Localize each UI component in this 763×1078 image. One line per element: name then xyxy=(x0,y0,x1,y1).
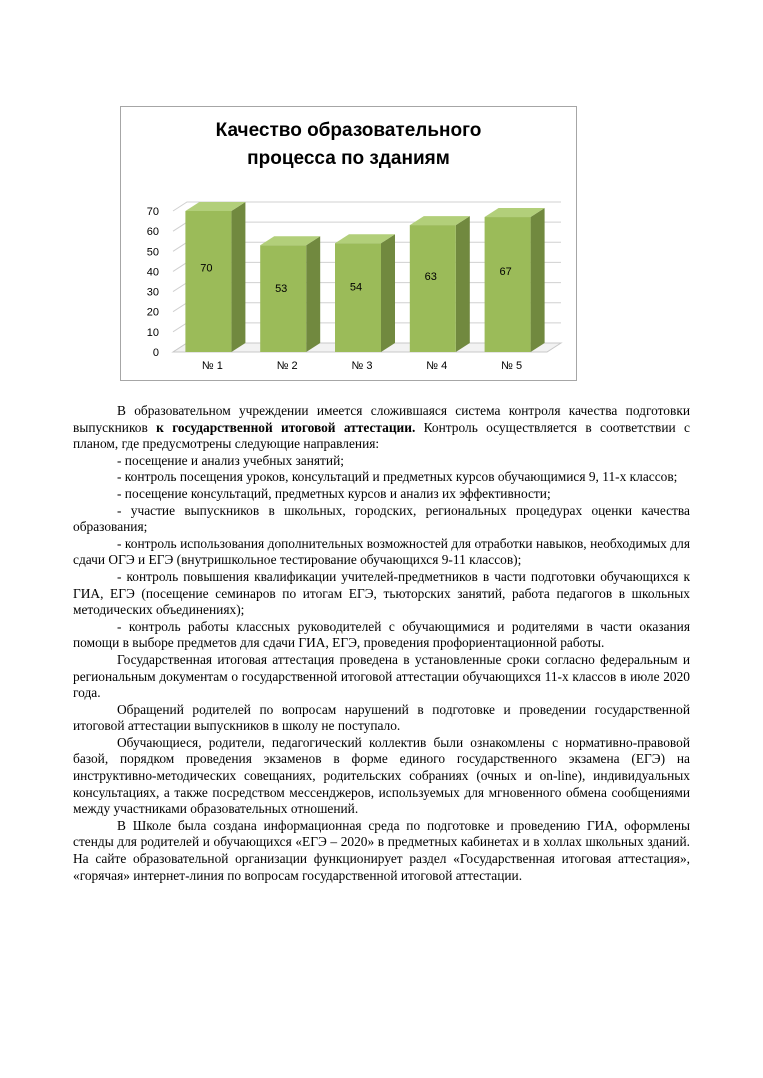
x-tick-label: № 5 xyxy=(501,360,523,372)
chart-container xyxy=(120,106,577,381)
paragraph-intro xyxy=(73,403,690,453)
y-tick-label: 0 xyxy=(152,347,159,359)
intro-text-end: Контроль осуществляется в соответствии с планом, где предусмотрены следующие направления: xyxy=(73,419,690,452)
bar-side xyxy=(231,202,245,352)
y-tick-label: 60 xyxy=(146,226,159,239)
bar-side xyxy=(531,208,545,352)
bar xyxy=(335,243,381,352)
bar xyxy=(260,245,306,352)
data-label: 70 xyxy=(200,262,213,275)
y-tick-label: 30 xyxy=(146,286,159,299)
list-item: - контроль использования дополнительных возможностей для отработки навыков, необходимых для сдачи ОГЭ и ЕГЭ (внутришкольное тестирование обучающихся 9-11 классов); xyxy=(73,535,690,568)
list-item: - контроль посещения уроков, консультаций и предметных курсов обучающимися 9, 11-х классов; xyxy=(117,469,678,485)
list-item: - контроль работы классных руководителей с обучающимися и родителями в части оказания помощи в выборе предметов для сдачи ГИА, ЕГЭ, проведения профориентационной работы. xyxy=(73,618,690,651)
bar xyxy=(185,211,231,352)
paragraph-familiarization: Обучающиеся, родители, педагогический коллектив были ознакомлены с нормативно-правовой базой, порядком проведения экзаменов в форме единого государственного экзамена (ЕГЭ) на инструктивно-методических совещаниях, родительских собраниях (очных и on-line), индивидуальных консультациях, а также посредством мессенджеров, используемых для мгновенного обмена сообщениями между участниками образовательных отношений. xyxy=(73,734,690,817)
chart-title: Качество образовательного процесса по зданиям xyxy=(215,120,482,169)
y-tick-label: 10 xyxy=(146,326,159,339)
y-tick-label: 70 xyxy=(146,206,159,218)
intro-text-bold: к государственной итоговой аттестации. xyxy=(156,419,416,435)
list-item: - посещение и анализ учебных занятий; xyxy=(117,452,344,468)
data-label: 63 xyxy=(424,270,437,283)
data-label: 53 xyxy=(275,282,288,295)
x-tick-label: № 4 xyxy=(426,360,448,372)
y-tick-label: 40 xyxy=(146,266,159,279)
document-body xyxy=(73,403,690,884)
bar-side xyxy=(381,234,395,352)
data-label: 54 xyxy=(349,281,363,294)
data-label: 67 xyxy=(499,266,512,279)
x-tick-label: № 3 xyxy=(351,360,373,372)
y-tick-label: 20 xyxy=(146,306,159,319)
bar xyxy=(410,225,456,352)
bar-side xyxy=(456,216,470,352)
bar-chart xyxy=(121,107,578,382)
paragraph-complaints: Обращений родителей по вопросам нарушений в подготовке и проведении государственной итоговой аттестации выпускников в школу не поступало. xyxy=(73,701,690,734)
x-tick-label: № 2 xyxy=(276,360,298,372)
y-tick-label: 50 xyxy=(146,246,159,259)
bar xyxy=(485,217,531,352)
list-item: - контроль повышения квалификации учителей-предметников в части подготовки обучающихся к ГИА, ЕГЭ (посещение семинаров по итогам ЕГЭ, тьюторских занятий, работа педагогов в школьных методических объединениях); xyxy=(73,568,690,618)
list-item: - посещение консультаций, предметных курсов и анализ их эффективности; xyxy=(117,485,551,501)
bar-side xyxy=(306,236,320,352)
paragraph-information-environment: В Школе была создана информационная среда по подготовке и проведению ГИА, оформлены стенды для родителей и обучающихся «ЕГЭ – 2020» в предметных кабинетах и в холлах школьных зданий. На сайте образовательной организации функционирует раздел «Государственная итоговая аттестация», «горячая» интернет-линия по вопросам государственной итоговой аттестации. xyxy=(73,817,690,883)
paragraph-attestation: Государственная итоговая аттестация проведена в установленные сроки согласно федеральным и региональным документам о государственной итоговой аттестации обучающихся 11-х классов в июле 2020 года. xyxy=(73,651,690,701)
x-tick-label: № 1 xyxy=(201,360,223,372)
intro-text-start: В образовательном учреждении имеется сложившаяся система контроля качества подготовки выпускников xyxy=(73,403,690,435)
list-item: - участие выпускников в школьных, городских, региональных процедурах оценки качества образования; xyxy=(73,502,690,535)
